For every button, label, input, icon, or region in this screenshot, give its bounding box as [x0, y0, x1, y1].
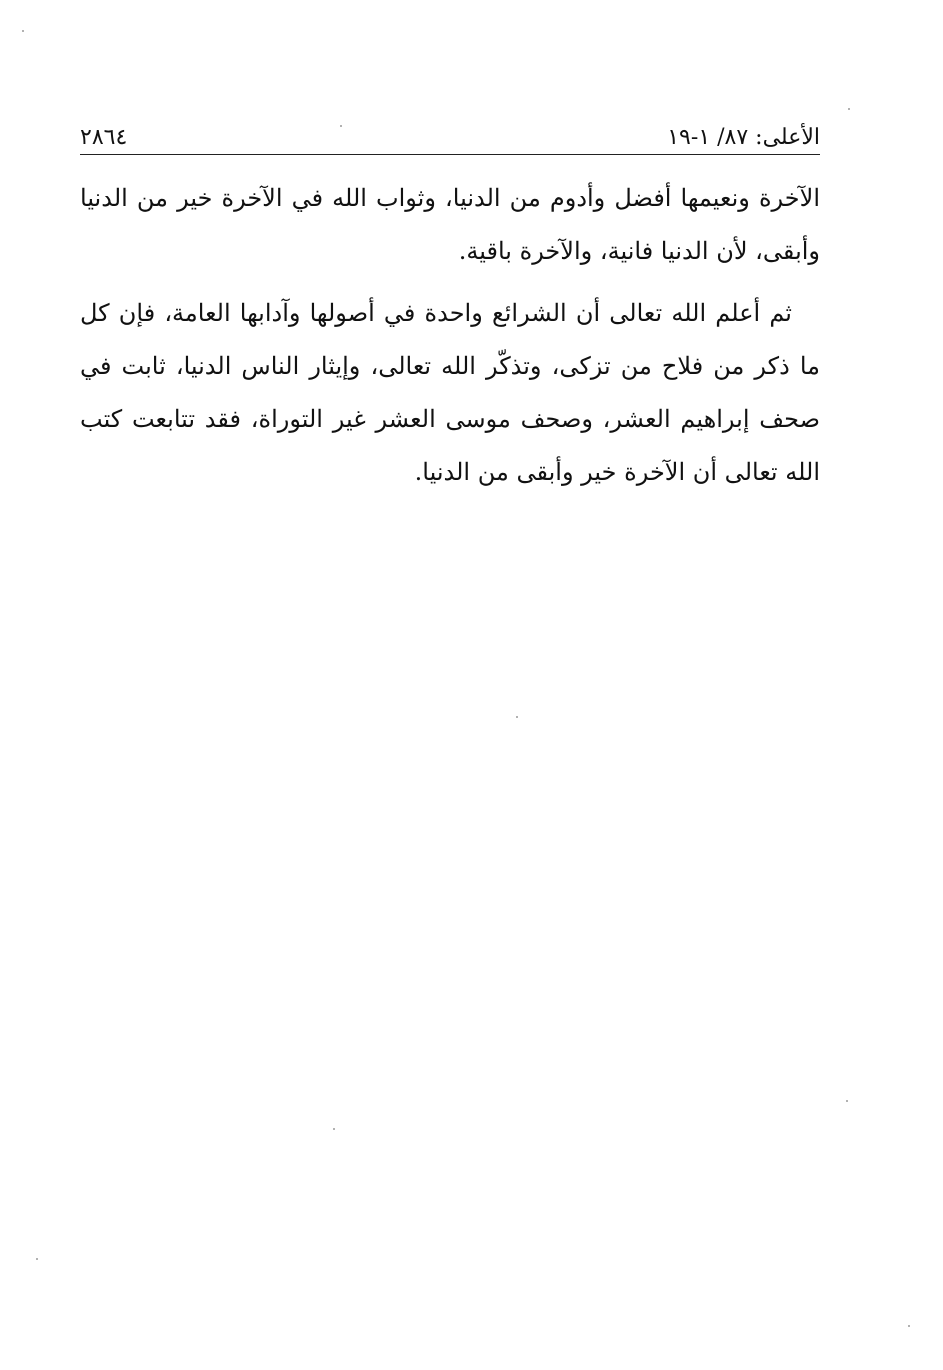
- scan-speck: [848, 108, 850, 110]
- header-divider: [80, 154, 820, 155]
- scan-speck: [908, 1325, 910, 1327]
- paragraph: الآخرة ونعيمها أفضل وأدوم من الدنيا، وثواب الله في الآخرة خير من الدنيا وأبقى، لأن الدنيا فانية، والآخرة باقية.: [80, 184, 820, 265]
- page-number: ٢٨٦٤: [80, 125, 128, 150]
- scan-speck: [36, 1258, 38, 1260]
- scan-speck: [340, 125, 342, 127]
- scan-speck: [516, 716, 518, 718]
- body-text: [80, 172, 820, 499]
- scan-speck: [846, 1100, 848, 1102]
- surah-reference: الأعلى: ٨٧/ ١-١٩: [667, 125, 820, 150]
- paragraph: ثم أعلم الله تعالى أن الشرائع واحدة في أصولها وآدابها العامة، فإن كل ما ذكر من فلاح من تزكى، وتذكّر الله تعالى، وإيثار الناس الدنيا، ثابت في صحف إبراهيم العشر، وصحف موسى العشر غير التوراة، فقد تتابعت كتب الله تعالى أن الآخرة خير وأبقى من الدنيا.: [80, 299, 820, 486]
- scan-speck: [333, 1128, 335, 1130]
- scan-speck: [22, 30, 24, 32]
- running-header: [80, 110, 820, 150]
